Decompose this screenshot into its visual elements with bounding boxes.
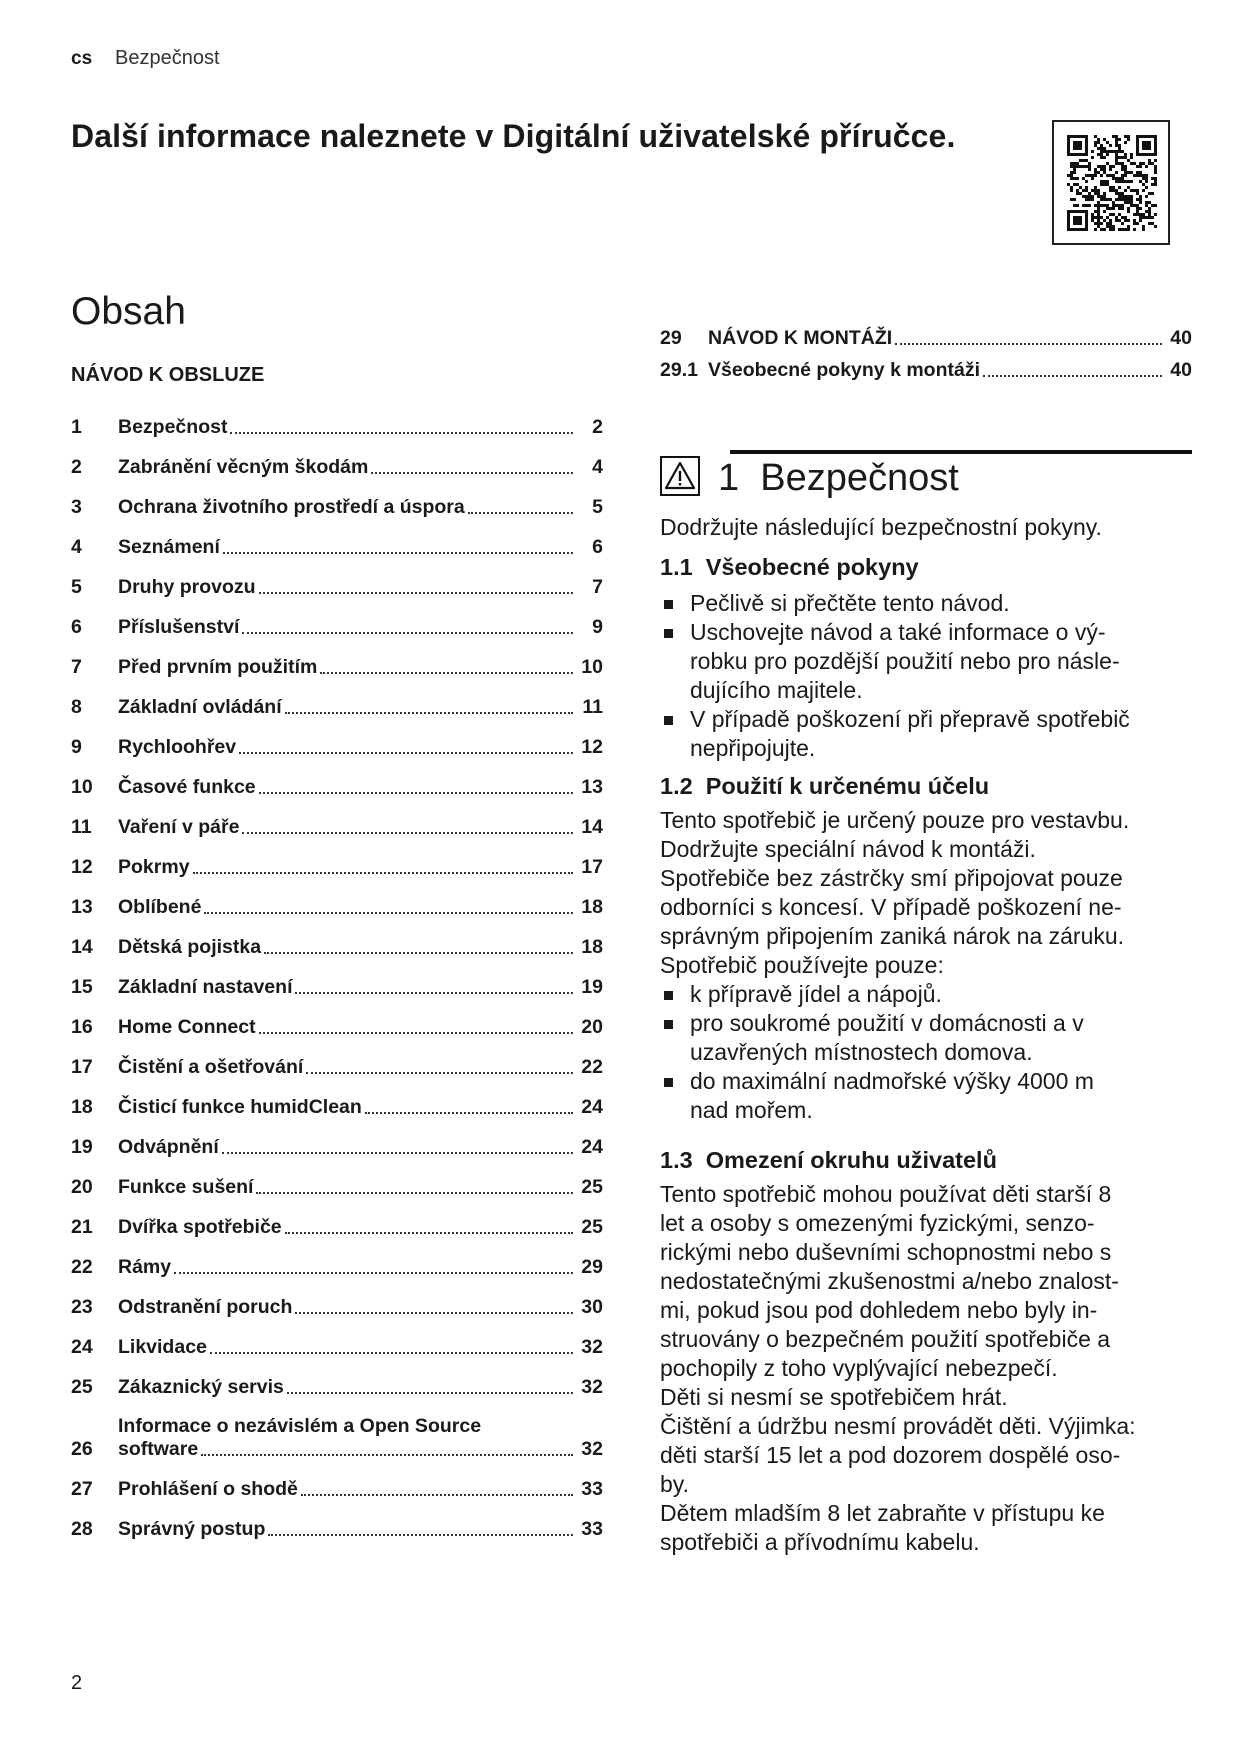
toc-item[interactable] [71, 799, 603, 839]
toc-item[interactable] [71, 639, 603, 679]
toc-item-page: 32 [581, 1336, 603, 1358]
subsection-number: 1.1 [660, 554, 693, 580]
toc-leader-dots [983, 375, 1162, 377]
toc-item-title: Seznámení [118, 536, 220, 558]
toc-item-number: 5 [71, 576, 82, 598]
toc-item[interactable] [71, 679, 603, 719]
section-rule [730, 450, 1192, 454]
toc-item-page: 7 [592, 576, 603, 598]
paragraph-line: odborníci s koncesí. V případě poškození ne- [660, 894, 1122, 920]
list-item [660, 618, 1200, 705]
paragraph-line: rickými nebo duševními schopnostmi nebo s [660, 1239, 1112, 1265]
toc-item-page: 33 [581, 1478, 603, 1500]
toc-item-title: Základní nastavení [118, 976, 293, 998]
toc-item[interactable] [71, 999, 603, 1039]
paragraph-line: spotřebiči a přívodnímu kabelu. [660, 1529, 980, 1555]
toc-item-number: 19 [71, 1136, 93, 1158]
toc-item-page: 32 [581, 1438, 603, 1460]
subsection-heading [660, 1147, 1200, 1174]
toc-item-title: Zabránění věcným škodám [118, 456, 369, 478]
toc-item[interactable] [71, 1199, 603, 1239]
toc-item[interactable] [71, 759, 603, 799]
list-item [660, 705, 1200, 763]
toc-item-page: 29 [581, 1256, 603, 1278]
toc-item-number: 17 [71, 1056, 93, 1078]
toc-item-title: Čisticí funkce humidClean [118, 1096, 362, 1118]
language-code: cs [71, 48, 93, 69]
toc-item-number: 28 [71, 1518, 93, 1540]
warning-triangle-icon [660, 456, 700, 501]
subsection-number: 1.2 [660, 773, 693, 799]
list-item [660, 1067, 1200, 1125]
paragraph-line: Dodržujte speciální návod k montáži. [660, 836, 1036, 862]
toc-item-page: 2 [592, 416, 603, 438]
toc-leader-dots [371, 472, 573, 474]
list-item-line: nad mořem. [690, 1097, 813, 1123]
toc-item-title: Rychloohřev [118, 736, 237, 758]
paragraph-line: nedostatečnými zkušenostmi a/nebo znalost- [660, 1268, 1119, 1294]
toc-leader-dots [223, 552, 573, 554]
toc-leader-dots [174, 1272, 573, 1274]
toc-item[interactable] [71, 439, 603, 479]
toc-item-page: 14 [581, 816, 603, 838]
toc-item-title: Odstranění poruch [118, 1296, 293, 1318]
toc-item-title-line1: Informace o nezávislém a Open Source [118, 1415, 482, 1437]
toc-leader-dots [222, 1152, 573, 1154]
toc-item[interactable] [71, 1461, 603, 1501]
toc-item-number: 25 [71, 1376, 93, 1398]
bullet-list [660, 980, 1200, 1125]
toc-leader-dots [295, 992, 573, 994]
toc-item-number: 11 [71, 816, 92, 838]
toc-item-title: Základní ovládání [118, 696, 282, 718]
running-section-title: Bezpečnost [115, 47, 220, 69]
list-item-line: pro soukromé použití v domácnosti a v [690, 1010, 1084, 1036]
toc-item-number: 20 [71, 1176, 93, 1198]
toc-item-title: Home Connect [118, 1016, 256, 1038]
toc-item-number: 7 [71, 656, 82, 678]
list-item-line: robku pro pozdější použití nebo pro násle- [690, 648, 1120, 674]
list-item-line: V případě poškození při přepravě spotřebič [690, 706, 1130, 732]
toc-item-title: Dětská pojistka [118, 936, 262, 958]
toc-item-page: 13 [581, 776, 603, 798]
subsection-heading [660, 554, 1200, 581]
paragraph-line: Tento spotřebič je určený pouze pro vestavbu. [660, 807, 1130, 833]
toc-item-title: Funkce sušení [118, 1176, 254, 1198]
toc-item[interactable] [71, 1239, 603, 1279]
toc-leader-dots [287, 1392, 573, 1394]
toc-leader-dots [285, 1232, 573, 1234]
toc-item[interactable] [71, 879, 603, 919]
toc-list-right [660, 318, 1192, 382]
toc-item-number: 26 [71, 1438, 93, 1460]
subsection-title: Omezení okruhu uživatelů [705, 1147, 997, 1173]
list-item-line: Uschovejte návod a také informace o vý- [690, 619, 1106, 645]
list-item-line: uzavřených místnostech domova. [690, 1039, 1033, 1065]
toc-item-page: 20 [581, 1016, 603, 1038]
toc-item-title: Ochrana životního prostředí a úspora [118, 496, 465, 518]
toc-item-number: 21 [71, 1216, 93, 1238]
toc-item[interactable] [71, 1279, 603, 1319]
toc-item-number: 15 [71, 976, 93, 998]
toc-leader-dots [285, 712, 573, 714]
toc-item-title: Odvápnění [118, 1136, 219, 1158]
toc-leader-dots [230, 432, 573, 434]
paragraph-line: Spotřebiče bez zástrčky smí připojovat pouze [660, 865, 1123, 891]
toc-item[interactable] [660, 318, 1192, 350]
toc-item[interactable] [71, 1399, 603, 1461]
paragraph-line: Děti si nesmí se spotřebičem hrát. [660, 1384, 1008, 1410]
toc-item-number: 3 [71, 496, 82, 518]
list-item: Pečlivě si přečtěte tento návod. [660, 589, 1200, 618]
toc-leader-dots [264, 952, 573, 954]
toc-leader-dots [320, 672, 573, 674]
section-title [718, 457, 959, 500]
toc-item-number: 16 [71, 1016, 93, 1038]
toc-item-title: Prohlášení o shodě [118, 1478, 298, 1500]
subsection-number: 1.3 [660, 1147, 693, 1173]
toc-item-title: NÁVOD K MONTÁŽI [708, 327, 893, 349]
toc-item-page: 6 [592, 536, 603, 558]
paragraph-line: děti starší 15 let a pod dozorem dospělé oso- [660, 1442, 1121, 1468]
toc-leader-dots [256, 1192, 573, 1194]
toc-item-number: 22 [71, 1256, 93, 1278]
paragraph-line: pochopily z toho vyplývající nebezpečí. [660, 1355, 1058, 1381]
toc-item-number: 9 [71, 736, 82, 758]
toc-item[interactable] [71, 1319, 603, 1359]
paragraph-line: Dětem mladším 8 let zabraňte v přístupu ke [660, 1500, 1105, 1526]
toc-section-heading: NÁVOD K OBSLUZE [71, 364, 265, 386]
toc-item[interactable] [71, 599, 603, 639]
toc-item[interactable] [71, 919, 603, 959]
toc-leader-dots [259, 592, 573, 594]
toc-item[interactable] [71, 1359, 603, 1399]
paragraph-line: by. [660, 1471, 689, 1497]
section-title-text: Bezpečnost [760, 457, 959, 499]
toc-item-title: Zákaznický servis [118, 1376, 284, 1398]
toc-leader-dots [268, 1534, 573, 1536]
toc-item-page: 9 [592, 616, 603, 638]
toc-item[interactable] [71, 559, 603, 599]
toc-leader-dots [468, 512, 573, 514]
list-item [660, 1009, 1200, 1067]
toc-item-page: 33 [581, 1518, 603, 1540]
toc-item-page: 25 [581, 1176, 603, 1198]
toc-item-number: 23 [71, 1296, 93, 1318]
paragraph-line: správným připojením zaniká nárok na záruku. [660, 923, 1125, 949]
toc-item-title: Bezpečnost [118, 416, 228, 438]
toc-leader-dots [895, 343, 1162, 345]
toc-leader-dots [259, 1032, 573, 1034]
toc-leader-dots [301, 1494, 573, 1496]
toc-item-page: 40 [1170, 327, 1192, 349]
toc-leader-dots [193, 872, 573, 874]
toc-item-page: 17 [581, 856, 603, 878]
paragraph-line: struovány o bezpečném použití spotřebiče a [660, 1326, 1111, 1352]
subsection-title: Použití k určenému účelu [705, 773, 990, 799]
toc-item-title: Čistění a ošetřování [118, 1056, 304, 1078]
toc-item-page: 11 [582, 696, 603, 718]
toc-item[interactable] [660, 350, 1192, 382]
paragraph [660, 1180, 1200, 1557]
toc-item-number: 29 [660, 327, 682, 349]
toc-item[interactable] [71, 479, 603, 519]
toc-item-page: 22 [581, 1056, 603, 1078]
toc-item-page: 32 [581, 1376, 603, 1398]
toc-item-number: 6 [71, 616, 82, 638]
section-number: 1 [718, 457, 740, 499]
toc-item-title: Oblíbené [118, 896, 202, 918]
list-item-line: nepřipojujte. [690, 735, 816, 761]
toc-item-number: 27 [71, 1478, 93, 1500]
toc-item-number: 10 [71, 776, 93, 798]
toc-item-title: Dvířka spotřebiče [118, 1216, 282, 1238]
toc-item-number: 8 [71, 696, 82, 718]
toc-item-title: Likvidace [118, 1336, 207, 1358]
toc-item-page: 19 [581, 976, 603, 998]
page-number: 2 [71, 1672, 83, 1694]
toc-item-page: 24 [581, 1096, 603, 1118]
toc-item-number: 24 [71, 1336, 93, 1358]
toc-item[interactable] [71, 839, 603, 879]
paragraph-line: Spotřebič používejte pouze: [660, 952, 944, 978]
toc-item-page: 25 [581, 1216, 603, 1238]
toc-item[interactable] [71, 1079, 603, 1119]
toc-item-number: 1 [71, 416, 82, 438]
toc-item[interactable] [71, 1039, 603, 1079]
toc-leader-dots [239, 752, 573, 754]
toc-item[interactable] [71, 959, 603, 999]
toc-item-number: 13 [71, 896, 93, 918]
paragraph-line: let a osoby s omezenými fyzickými, senzo- [660, 1210, 1095, 1236]
toc-item-page: 5 [592, 496, 603, 518]
toc-title: Obsah [71, 290, 186, 333]
toc-leader-dots [295, 1312, 573, 1314]
paragraph-line: Čištění a údržbu nesmí provádět děti. Výjimka: [660, 1413, 1136, 1439]
toc-item-title: Pokrmy [118, 856, 190, 878]
toc-item[interactable] [71, 399, 603, 439]
toc-item-number: 4 [71, 536, 82, 558]
bullet-list [660, 589, 1200, 763]
toc-item-page: 4 [592, 456, 603, 478]
toc-item-title: Druhy provozu [118, 576, 256, 598]
toc-leader-dots [259, 792, 573, 794]
toc-item-title: Správný postup [118, 1518, 266, 1540]
qr-code-icon[interactable] [1052, 120, 1170, 245]
toc-leader-dots [242, 832, 573, 834]
toc-item-number: 29.1 [660, 359, 698, 381]
toc-item-page: 30 [581, 1296, 603, 1318]
toc-item-title: Časové funkce [118, 776, 256, 798]
toc-item-title: Příslušenství [118, 616, 240, 638]
toc-item-page: 40 [1170, 359, 1192, 381]
paragraph-line: Tento spotřebič mohou používat děti starší 8 [660, 1181, 1112, 1207]
toc-leader-dots [306, 1072, 573, 1074]
toc-leader-dots [210, 1352, 573, 1354]
toc-item[interactable] [71, 719, 603, 759]
toc-item-title: Před prvním použitím [118, 656, 318, 678]
toc-leader-dots [204, 912, 573, 914]
toc-item-title: Všeobecné pokyny k montáži [708, 359, 981, 381]
toc-list [71, 399, 603, 1541]
toc-item-page: 18 [581, 936, 603, 958]
toc-item-title: Vaření v páře [118, 816, 240, 838]
list-item-line: dujícího majitele. [690, 677, 863, 703]
toc-item[interactable] [71, 1159, 603, 1199]
toc-item-title-line2: software [118, 1438, 199, 1460]
subsection-heading [660, 773, 1200, 800]
digital-manual-banner: Další informace naleznete v Digitální uživatelské příručce. [71, 118, 956, 154]
toc-item[interactable] [71, 519, 603, 559]
section-body [660, 513, 1200, 1557]
toc-leader-dots [365, 1112, 573, 1114]
toc-item-page: 12 [581, 736, 603, 758]
toc-item[interactable] [71, 1501, 603, 1541]
toc-item-number: 14 [71, 936, 93, 958]
qr-code-graphic [1067, 135, 1157, 231]
toc-leader-dots [201, 1454, 573, 1456]
toc-item-title: Rámy [118, 1256, 172, 1278]
toc-item[interactable] [71, 1119, 603, 1159]
subsection-title: Všeobecné pokyny [705, 554, 919, 580]
section-intro: Dodržujte následující bezpečnostní pokyny. [660, 514, 1102, 540]
toc-item-number: 12 [71, 856, 93, 878]
paragraph-line: mi, pokud jsou pod dohledem nebo byly in- [660, 1297, 1098, 1323]
toc-leader-dots [242, 632, 573, 634]
list-item-line: do maximální nadmořské výšky 4000 m [690, 1068, 1094, 1094]
toc-item-number: 18 [71, 1096, 93, 1118]
toc-item-number: 2 [71, 456, 82, 478]
toc-item-page: 18 [581, 896, 603, 918]
toc-item-page: 24 [581, 1136, 603, 1158]
toc-item-page: 10 [581, 656, 603, 678]
paragraph [660, 806, 1200, 980]
list-item: k přípravě jídel a nápojů. [660, 980, 1200, 1009]
